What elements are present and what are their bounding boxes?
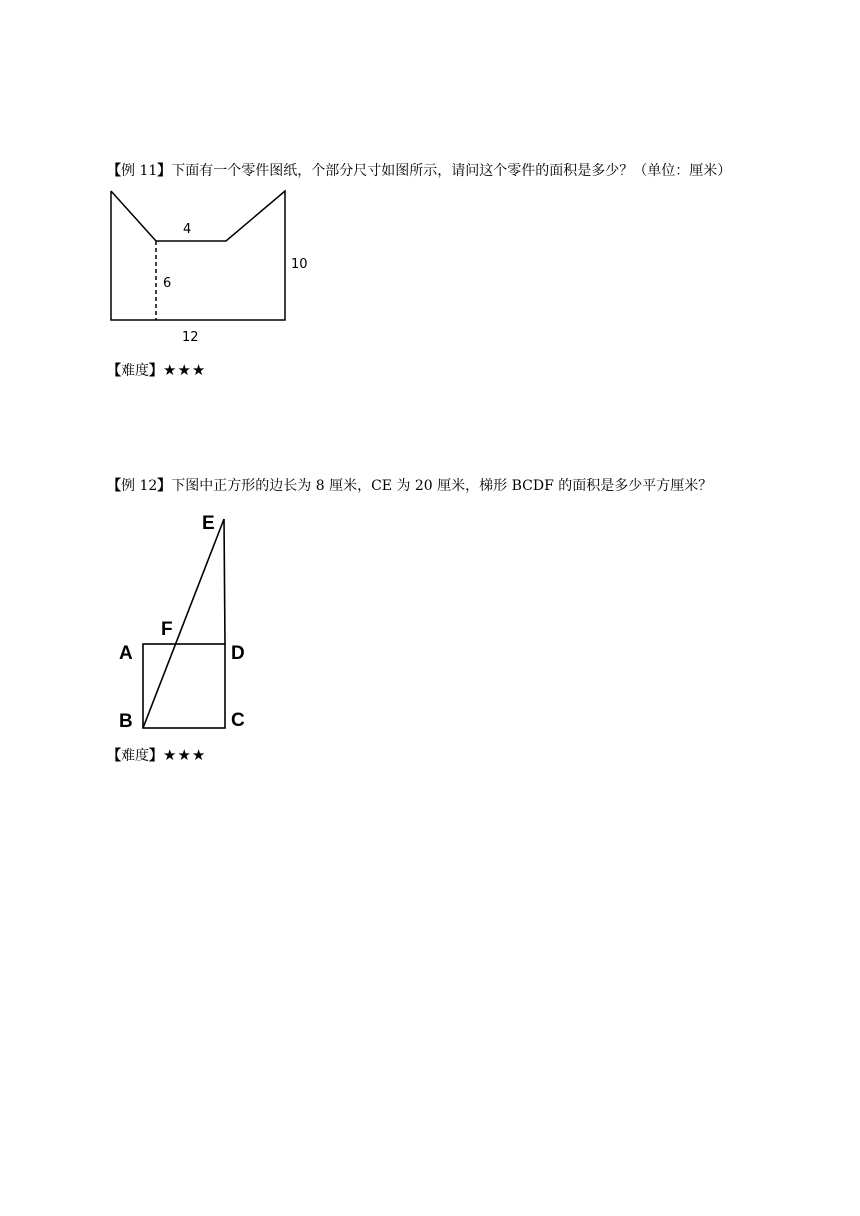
problem-11-label: 例 11 [121,163,158,179]
problem-11-text: 下面有一个零件图纸，个部分尺寸如图所示，请问这个零件的面积是多少？（单位：厘米） [171,163,732,179]
problem-11-bracket-close: 】 [157,163,172,179]
point-b-label: B [119,711,133,732]
dim-depth-6: 6 [163,276,172,291]
problem-12-bracket-close: 】 [157,478,172,494]
square-abcd [143,644,225,728]
point-a-label: A [119,643,133,664]
dim-top-4: 4 [183,222,192,237]
dim-height-10: 10 [291,257,308,272]
segment-de [224,519,225,644]
difficulty-label: 难度 [121,363,149,379]
point-c-label: C [231,710,245,731]
problem-12-label: 例 12 [121,478,158,494]
difficulty-stars: ★★★ [163,361,207,379]
difficulty-label: 难度 [121,748,149,764]
problem-12-text: 下图中正方形的边长为 8 厘米，CE 为 20 厘米，梯形 BCDF 的面积是多少平方厘米？ [171,478,713,494]
problem-12-bracket-open: 【 [107,478,121,494]
problem-12-question [107,477,712,495]
point-d-label: D [231,643,245,664]
problem-12-figure [143,519,225,728]
difficulty-bracket-open: 【 [107,748,121,764]
difficulty-bracket-open: 【 [107,363,121,379]
problem-12-difficulty [107,746,206,765]
difficulty-bracket-close: 】 [149,748,163,764]
dim-base-12: 12 [182,330,199,345]
difficulty-stars: ★★★ [163,746,207,764]
segment-be [143,519,224,728]
point-e-label: E [202,513,215,534]
point-f-label: F [161,619,173,640]
difficulty-bracket-close: 】 [149,363,163,379]
problem-11-difficulty [107,361,206,380]
part-outline [111,191,285,320]
problem-11-bracket-open: 【 [107,163,121,179]
